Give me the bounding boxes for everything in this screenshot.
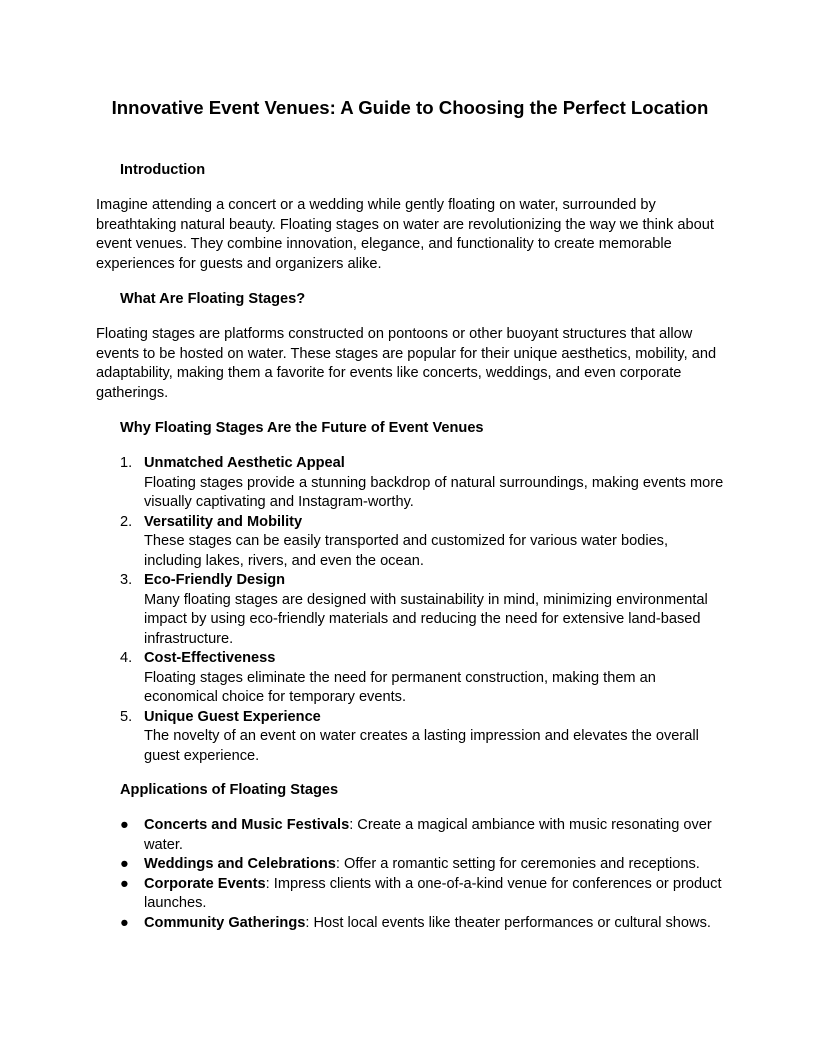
list-item	[96, 914, 724, 934]
list-item	[96, 571, 724, 649]
list-item	[96, 708, 724, 767]
list-item-title: Concerts and Music Festivals	[144, 817, 350, 833]
list-item	[96, 513, 724, 572]
list-item-description: These stages can be easily transported and customized for various water bodies, including lakes, rivers, and even the ocean.	[144, 533, 669, 569]
list-item-description: : Create a magical ambiance with music resonating over water.	[144, 817, 712, 853]
list-item-title: Unmatched Aesthetic Appeal	[144, 455, 345, 471]
list-item	[96, 875, 724, 914]
list-item	[96, 855, 724, 875]
list-item-description: Floating stages provide a stunning backdrop of natural surroundings, making events more visually captivating and Instagram-worthy.	[144, 474, 724, 510]
what-paragraph: Floating stages are platforms constructed on pontoons or other buoyant structures that allow events to be hosted on water. These stages are popular for their unique aesthetics, mobility, and adaptability, making them a favorite for events like concerts, weddings, and even corporate gatherings.	[96, 326, 717, 401]
bullet-icon: ●	[120, 856, 129, 872]
list-item-description: Many floating stages are designed with sustainability in mind, minimizing environmental impact by using eco-friendly materials and reducing the need for extensive land-based infrastructure.	[144, 591, 708, 647]
list-item	[96, 454, 724, 513]
list-item-description: The novelty of an event on water creates a lasting impression and elevates the overall guest experience.	[144, 728, 699, 764]
list-item-description: : Impress clients with a one-of-a-kind venue for conferences or product launches.	[144, 875, 722, 911]
list-item	[96, 816, 724, 855]
list-item-description: : Offer a romantic setting for ceremonies and receptions.	[335, 856, 700, 872]
list-item	[96, 649, 724, 708]
list-item-title: Eco-Friendly Design	[144, 572, 286, 588]
bullet-icon: ●	[120, 817, 129, 833]
list-item-title: Community Gatherings	[144, 914, 306, 931]
bullet-icon: ●	[120, 914, 129, 931]
heading-introduction: Introduction	[120, 162, 206, 178]
why-numbered-list	[96, 454, 724, 766]
bullet-icon: ●	[120, 875, 129, 892]
list-item-title: Corporate Events	[144, 875, 266, 892]
list-number: 3.	[120, 572, 133, 588]
list-number: 1.	[120, 455, 133, 471]
list-item-description: : Host local events like theater performances or cultural shows.	[305, 914, 711, 931]
list-item-title: Unique Guest Experience	[144, 708, 321, 725]
list-item-title: Cost-Effectiveness	[144, 650, 276, 666]
heading-applications: Applications of Floating Stages	[120, 782, 339, 798]
list-number: 4.	[120, 650, 133, 666]
intro-paragraph: Imagine attending a concert or a wedding while gently floating on water, surrounded by breathtaking natural beauty. Floating stages on water are revolutionizing the way we think about event venues. They combine innovation, elegance, and functionality to create memorable experiences for guests and organizers alike.	[96, 197, 714, 272]
list-item-title: Weddings and Celebrations	[144, 856, 336, 872]
document-title: Innovative Event Venues: A Guide to Choosing the Perfect Location	[111, 97, 709, 118]
applications-bullet-list	[96, 816, 724, 933]
list-item-title: Versatility and Mobility	[144, 513, 303, 530]
heading-why-floating-stages: Why Floating Stages Are the Future of Event Venues	[120, 420, 484, 436]
list-number: 5.	[120, 708, 133, 725]
list-item-description: Floating stages eliminate the need for permanent construction, making them an economical choice for temporary events.	[144, 669, 656, 705]
list-number: 2.	[120, 513, 133, 530]
heading-what-are-floating-stages: What Are Floating Stages?	[120, 291, 306, 307]
